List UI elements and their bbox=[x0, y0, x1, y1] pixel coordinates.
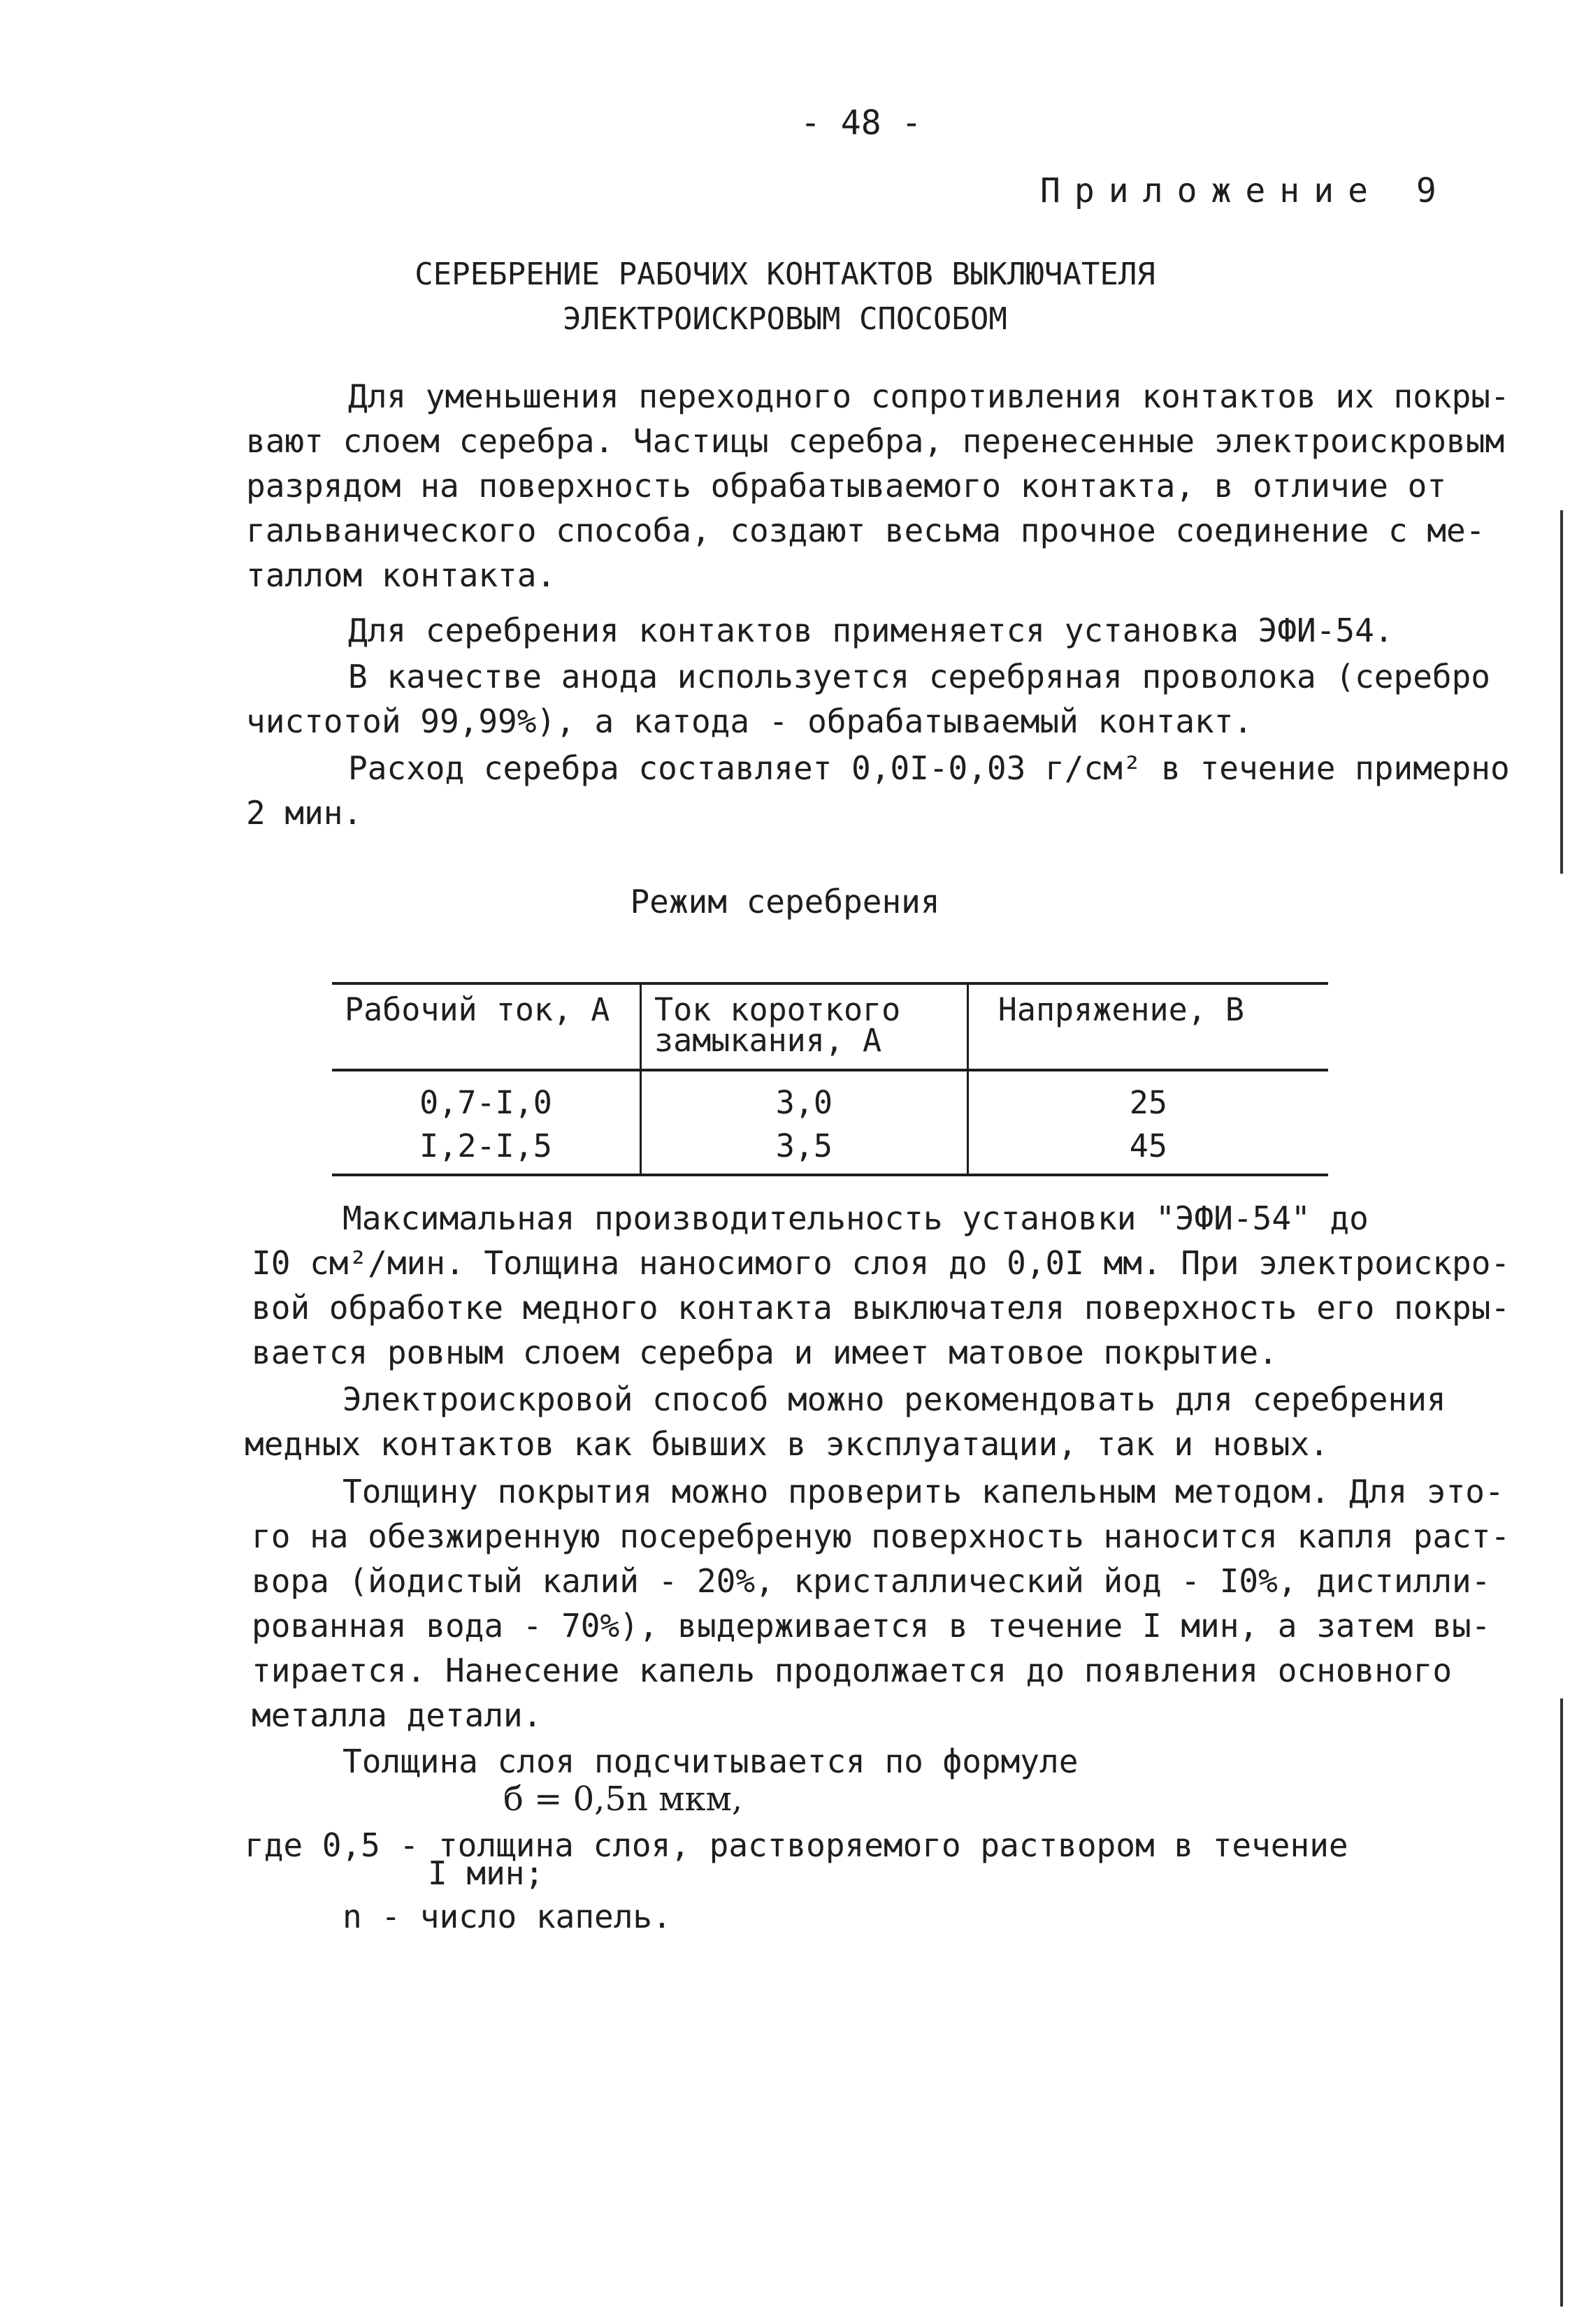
paragraph-line: металла детали. bbox=[252, 1696, 542, 1734]
table-cell: 45 bbox=[967, 1125, 1328, 1175]
paragraph-line: Максимальная производительность установки "ЭФИ-54" до bbox=[343, 1199, 1369, 1237]
paragraph-line: Для серебрения контактов применяется установка ЭФИ-54. bbox=[348, 612, 1394, 649]
table-caption: Режим серебрения bbox=[630, 883, 940, 921]
paragraph-line: В качестве анода используется серебряная проволока (серебро bbox=[348, 658, 1490, 695]
paragraph-line: тирается. Нанесение капель продолжается до появления основного bbox=[252, 1652, 1453, 1689]
table-row bbox=[332, 1070, 1328, 1125]
paragraph-line: I0 см²/мин. Толщина наносимого слоя до 0,0I мм. При электроискро- bbox=[252, 1244, 1511, 1282]
paragraph-line: чистотой 99,99%), а катода - обрабатываемый контакт. bbox=[246, 702, 1253, 740]
paragraph-line: рованная вода - 70%), выдерживается в течение I мин, а затем вы- bbox=[252, 1607, 1491, 1645]
paragraph-line: таллом контакта. bbox=[246, 556, 556, 594]
table-cell: 25 bbox=[967, 1070, 1328, 1125]
column-header-working-current: Рабочий ток, А bbox=[332, 983, 641, 1070]
silvering-mode-table bbox=[332, 982, 1328, 1176]
column-header-short-circuit-current: Ток короткого замыкания, А bbox=[641, 983, 968, 1070]
table-cell: 3,0 bbox=[641, 1070, 968, 1125]
paragraph-line: вора (йодистый калий - 20%, кристаллический йод - I0%, дистилли- bbox=[252, 1562, 1491, 1600]
paragraph-line: гальванического способа, создают весьма прочное соединение с ме- bbox=[246, 512, 1485, 549]
paragraph-line: вают слоем серебра. Частицы серебра, перенесенные электроискровым bbox=[246, 422, 1505, 460]
appendix-label: Приложение 9 bbox=[1040, 171, 1450, 210]
paragraph-line: Толщина слоя подсчитывается по формуле bbox=[343, 1742, 1079, 1780]
thickness-formula: б = 0,5n мкм, bbox=[503, 1780, 743, 1819]
paragraph-line: Расход серебра составляет 0,0I-0,03 г/см² в течение примерно bbox=[348, 749, 1510, 787]
table-cell: 0,7-I,0 bbox=[332, 1070, 641, 1125]
paragraph-line: Толщину покрытия можно проверить капельным методом. Для это- bbox=[343, 1473, 1504, 1510]
paragraph-line: 2 мин. bbox=[246, 794, 363, 832]
paragraph-line: го на обезжиренную посеребреную поверхность наносится капля раст- bbox=[252, 1517, 1511, 1555]
table-header-row bbox=[332, 983, 1328, 1070]
paragraph-line: Для уменьшения переходного сопротивления контактов их покры- bbox=[348, 377, 1510, 415]
document-title-line-2: ЭЛЕКТРОИСКРОВЫМ СПОСОБОМ bbox=[563, 301, 1007, 337]
table-row bbox=[332, 1125, 1328, 1175]
document-title-line-1: СЕРЕБРЕНИЕ РАБОЧИХ КОНТАКТОВ ВЫКЛЮЧАТЕЛЯ bbox=[415, 257, 1155, 292]
table-cell: 3,5 bbox=[641, 1125, 968, 1175]
legend-line: где 0,5 - толщина слоя, растворяемого раствором в течение bbox=[245, 1826, 1348, 1864]
paragraph-line: медных контактов как бывших в эксплуатации, так и новых. bbox=[245, 1425, 1329, 1463]
paragraph-line: вой обработке медного контакта выключателя поверхность его покры- bbox=[252, 1289, 1511, 1327]
legend-line: n - число капель. bbox=[343, 1898, 672, 1935]
legend-line: I мин; bbox=[428, 1854, 545, 1892]
paragraph-line: Электроискровой способ можно рекомендовать для серебрения bbox=[343, 1380, 1446, 1418]
page-number: - 48 - bbox=[800, 103, 922, 143]
paragraph-line: разрядом на поверхность обрабатываемого контакта, в отличие от bbox=[246, 467, 1447, 505]
table-cell: I,2-I,5 bbox=[332, 1125, 641, 1175]
column-header-voltage: Напряжение, В bbox=[967, 983, 1328, 1070]
scan-margin-mark bbox=[1560, 510, 1563, 874]
scan-margin-mark bbox=[1560, 1698, 1563, 2307]
paragraph-line: вается ровным слоем серебра и имеет матовое покрытие. bbox=[252, 1334, 1278, 1371]
